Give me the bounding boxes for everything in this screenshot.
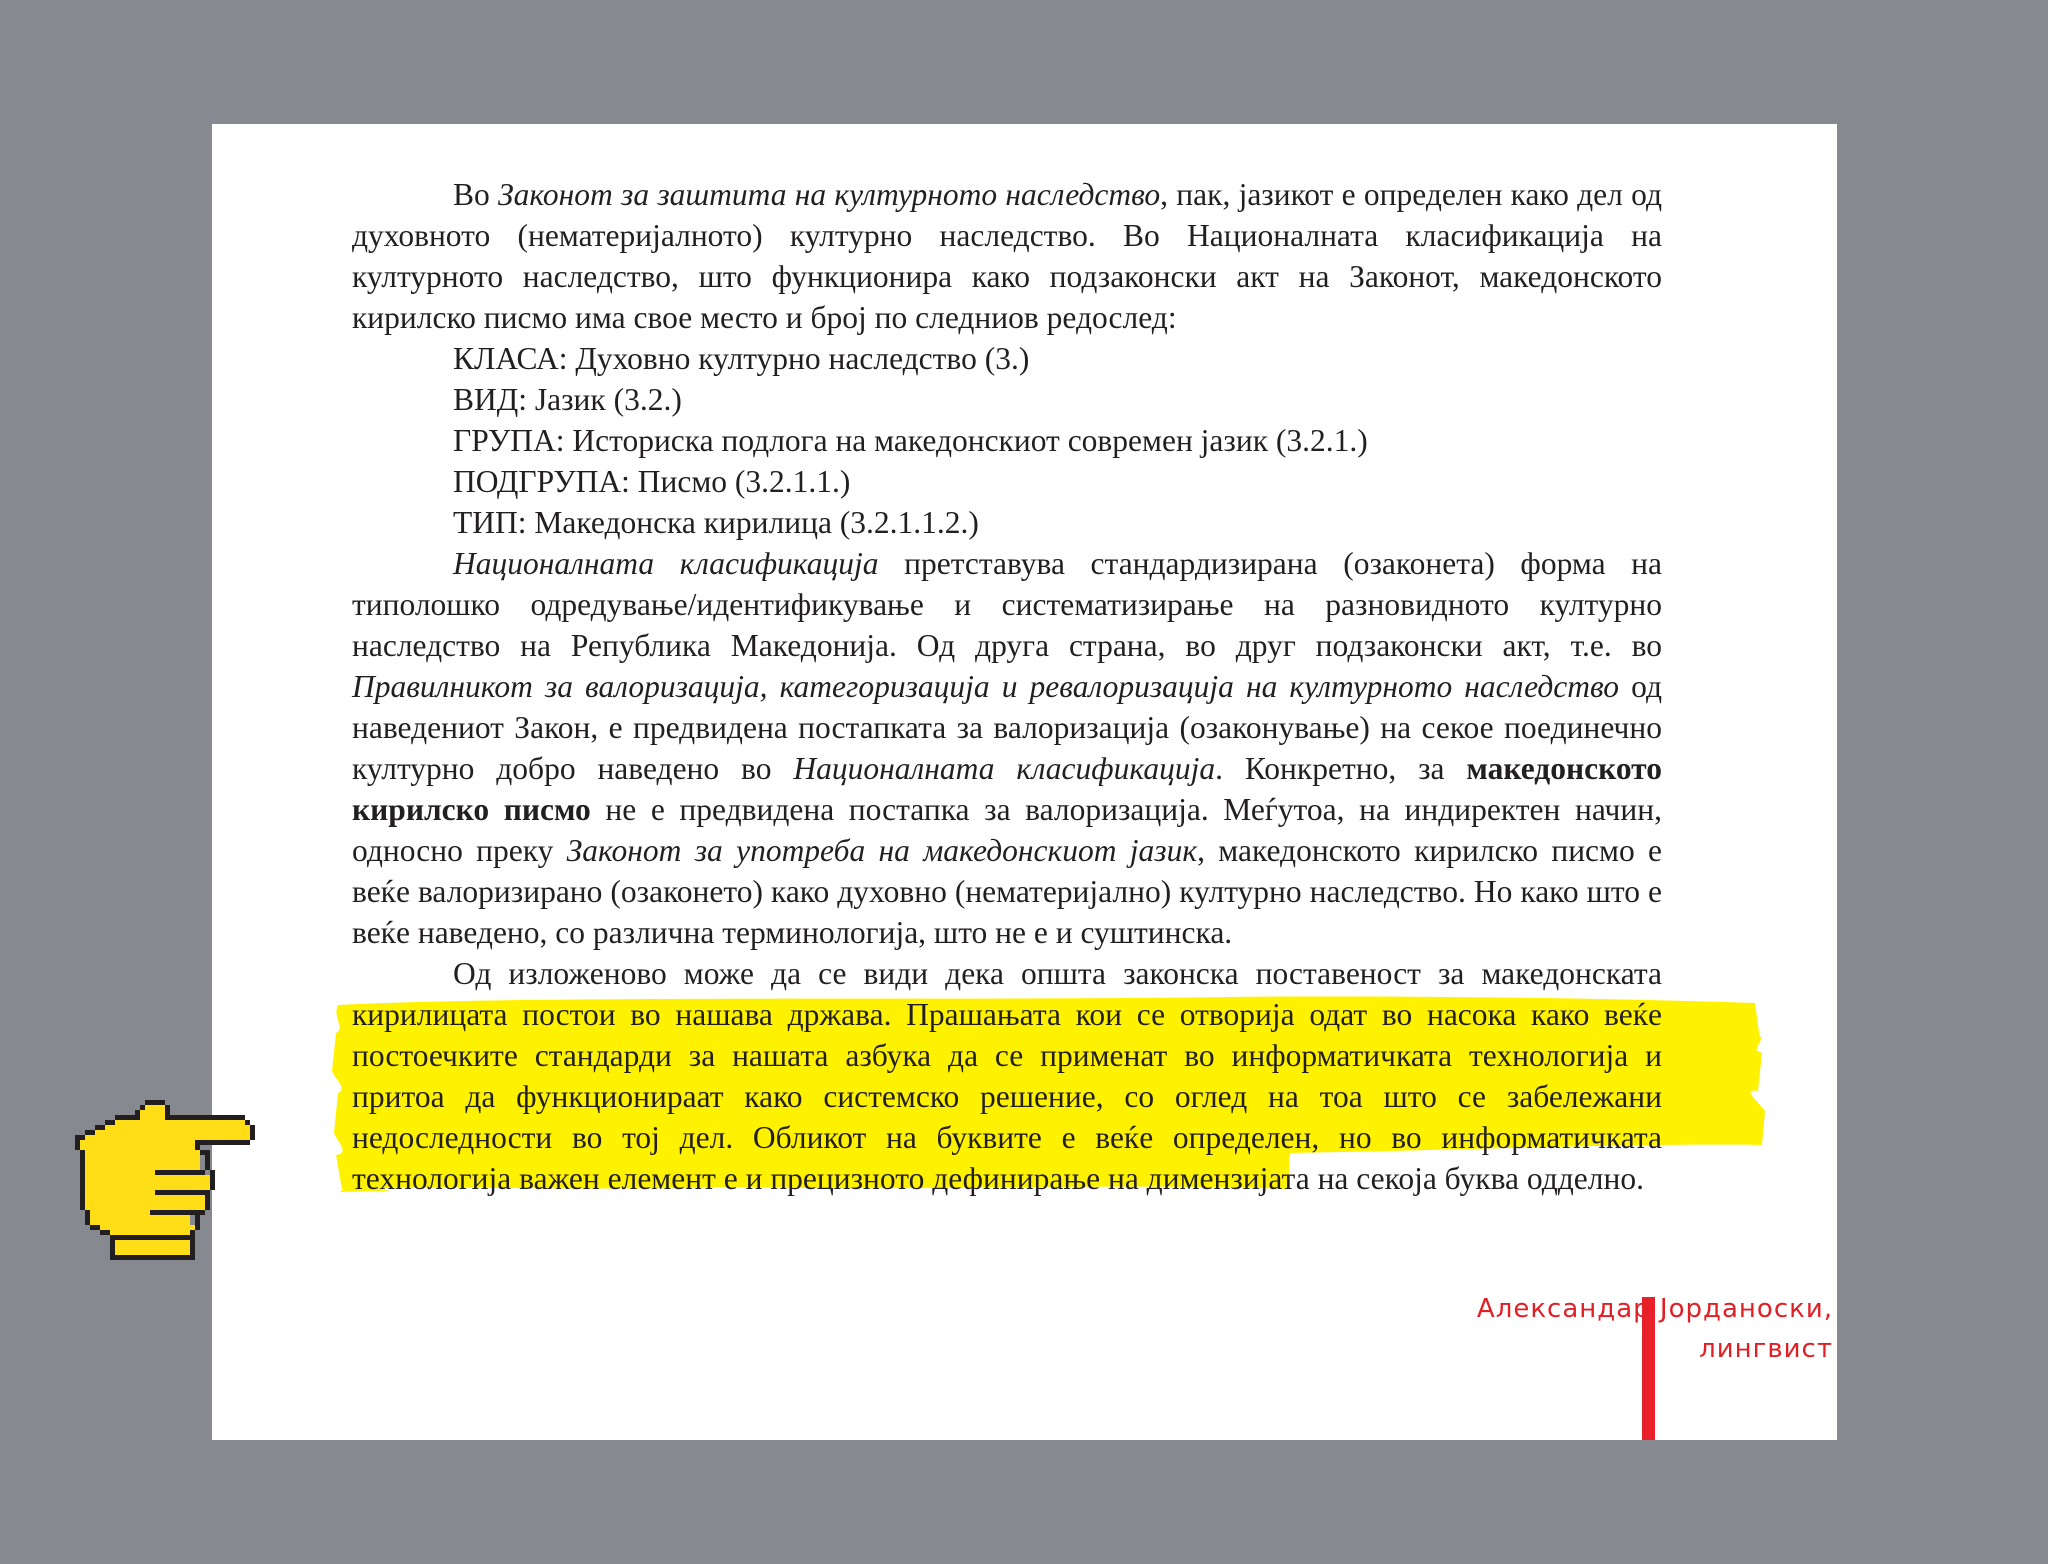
pixel-pointing-hand-icon — [75, 1100, 295, 1280]
p1-italic-law-title: Законот за заштита на културното наследство — [498, 177, 1161, 212]
paragraph-1 — [352, 174, 1662, 338]
p2-text-3: . Конкретно, за — [1215, 751, 1467, 786]
paragraph-3-highlighted: Од изложеново може да се види дека општа законска поставеност за македонската кирилицата постои во нашава држава. Прашањата кои се отворија одат во насока како веќе постоечките стандарди за нашата азбука да се применат во информатичката технологија и притоа да функционираат како системско решение, со оглед на тоа што се забележани недоследности во тој дел. Обликот на буквите е веќе определен, но во информатичката технологија важен елемент е и прецизното дефинирање на димензијата на секоја буква одделно. — [352, 956, 1662, 1196]
p2-text-2: од наведениот Закон, е предвидена постапката за валоризација (озаконување) на секое поединечно културно добро наведено во — [352, 669, 1662, 786]
p1-text-1: Во — [453, 177, 499, 212]
p2-italic-3: Националната класификација — [793, 751, 1216, 786]
author-name: Александар Јорданоски, — [1476, 1294, 1833, 1324]
p2-text-4: не е предвидена постапка за валоризација. Меѓутоа, на индиректен начин, односно преку — [352, 792, 1662, 868]
classification-class: КЛАСА: Духовно културно наследство (3.) — [453, 341, 1030, 376]
classification-type: ВИД: Јазик (3.2.) — [453, 382, 682, 417]
p2-italic-2: Правилникот за валоризација, категоризација и ревалоризација на културното наследство — [352, 669, 1620, 704]
p2-bold-1: македонското кирилско писмо — [352, 751, 1662, 827]
p1-text-2: , пак, јазикот е определен како дел од духовното (нематеријалното) културно наследство. Во Националната класификација на културното наследство, што функционира како подзаконски акт на Законот, македонското кирилско писмо има свое место и број по следниов редослед: — [352, 177, 1662, 335]
p2-text-5: , македонското кирилско писмо е веќе валоризирано (озаконето) како духовно (нематеријално) културно наследство. Но како што е веќе наведено, со различна терминологија, што не е и суштинска. — [352, 833, 1663, 950]
classification-kind: ТИП: Македонска кирилица (3.2.1.1.2.) — [453, 505, 979, 540]
classification-group: ГРУПА: Историска подлога на македонскиот современ јазик (3.2.1.) — [453, 423, 1368, 458]
p2-italic-4: Законот за употреба на македонскиот јазик — [566, 833, 1198, 868]
classification-subgroup: ПОДГРУПА: Писмо (3.2.1.1.) — [453, 464, 851, 499]
p2-italic-1: Националната класификација — [453, 546, 879, 581]
author-signature — [1477, 1289, 1833, 1369]
p2-text-1: претставува стандардизирана (озаконета) форма на типолошко одредување/идентификување и систематизирање на разновидното културно наследство на Република Македонија. Од друга страна, во друг подзаконски акт, т.е. во — [352, 546, 1662, 663]
body-text — [352, 174, 1662, 1199]
author-title: лингвист — [1699, 1334, 1833, 1364]
paragraph-2 — [352, 543, 1662, 953]
